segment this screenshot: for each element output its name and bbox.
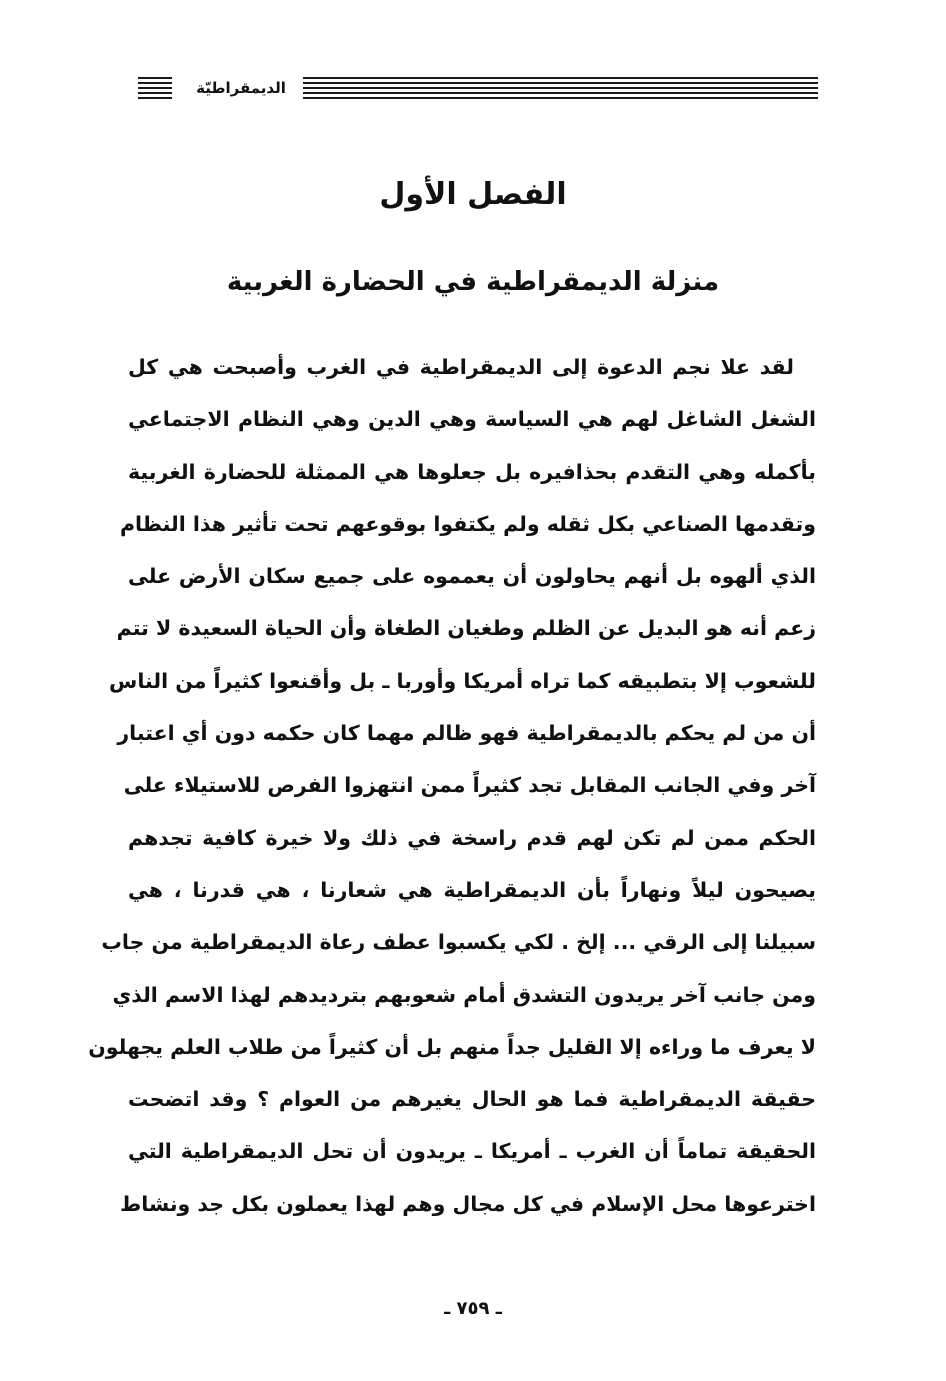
text-line: الحكم ممن لم تكن لهم قدم راسخة في ذلك ولا خيرة كافية تجدهم [128, 825, 816, 850]
running-header-title: الديمقراطيّة [196, 79, 286, 97]
running-header [138, 74, 818, 104]
text-line: الذي ألهوه بل أنهم يحاولون أن يعمموه على جميع سكان الأرض على [128, 564, 816, 589]
chapter-subtitle: منزلة الديمقراطية في الحضارة الغربية [226, 267, 720, 297]
text-line: زعم أنه هو البديل عن الظلم وطغيان الطغاة وأن الحياة السعيدة لا تتم [116, 616, 816, 641]
text-line: ومن جانب آخر يريدون التشدق أمام شعوبهم بترديدهم لهذا الاسم الذي [112, 982, 816, 1007]
text-line: الشغل الشاغل لهم هي السياسة وهي الدين وهي النظام الاجتماعي [128, 407, 816, 432]
body-paragraph [88, 346, 816, 1235]
text-line: بأكمله وهي التقدم بحذافيره بل جعلوها هي الممثلة للحضارة الغربية [128, 459, 816, 484]
header-rule-long [303, 77, 818, 99]
text-line: لقد علا نجم الدعوة إلى الديمقراطية في الغرب وأصبحت هي كل [128, 355, 794, 379]
text-line: الحقيقة تماماً أن الغرب ـ أمريكا ـ يريدون أن تحل الديمقراطية التي [128, 1139, 816, 1164]
text-line: أن من لم يحكم بالديمقراطية فهو ظالم مهما كان حكمه دون أي اعتبار [117, 721, 816, 746]
chapter-title: الفصل الأول [379, 177, 567, 212]
text-line: اخترعوها محل الإسلام في كل مجال وهم لهذا يعملون بكل جد ونشاط [119, 1191, 816, 1216]
text-line: وتقدمها الصناعي بكل ثقله ولم يكتفوا بوقوعهم تحت تأثير هذا النظام [119, 511, 816, 536]
text-line: سبيلنا إلى الرقي ... إلخ . لكي يكسبوا عطف رعاة الديمقراطية من جاب [101, 930, 816, 955]
text-line: للشعوب إلا بتطبيقه كما تراه أمريكا وأوربا ـ بل وأقنعوا كثيراً من الناس [109, 668, 816, 693]
header-rule-short [138, 77, 172, 99]
text-line: آخر وفي الجانب المقابل تجد كثيراً ممن انتهزوا الفرص للاستيلاء على [123, 773, 816, 798]
page-number: ـ ٧٥٩ ـ [444, 1298, 502, 1319]
text-line: يصيحون ليلاً ونهاراً بأن الديمقراطية هي شعارنا ، هي قدرنا ، هي [128, 877, 816, 902]
text-line: لا يعرف ما وراءه إلا القليل جداً منهم بل أن كثيراً من طلاب العلم يجهلون [88, 1034, 816, 1059]
text-line: حقيقة الديمقراطية فما هو الحال يغيرهم من العوام ؟ وقد اتضحت [128, 1087, 816, 1112]
